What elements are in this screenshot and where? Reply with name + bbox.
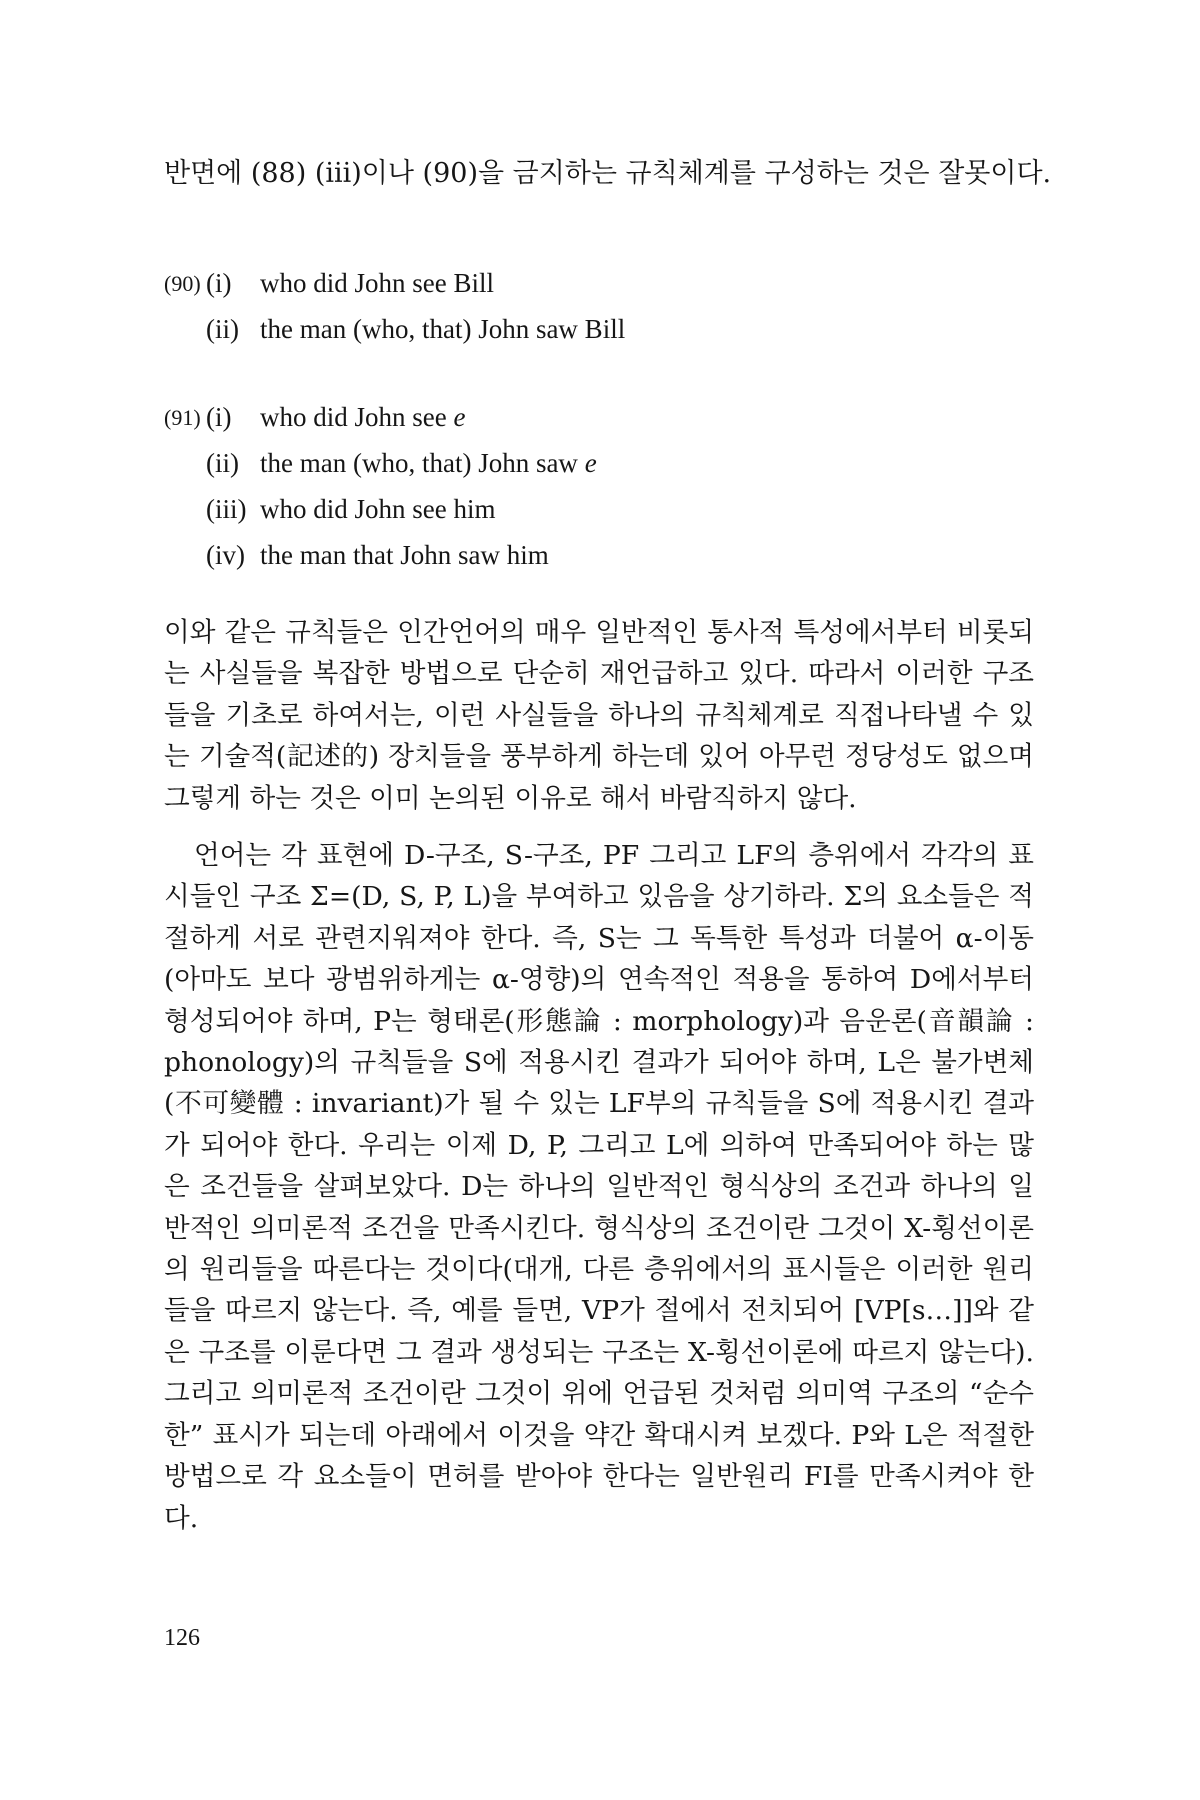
empty-category-gap: e xyxy=(584,448,597,478)
paragraph: 언어는 각 표현에 D-구조, S-구조, PF 그리고 LF의 층위에서 각각의 표시들인 구조 Σ=(D, S, P, L)을 부여하고 있음을 상기하라. Σ의 요소들은 적절하게 서로 관련지워져야 한다. 즉, S는 그 독특한 특성과 더불어 α-이동(아마도 보다 광범위하게는 α-영향)의 연속적인 적용을 통하여 D에서부터 형성되어야 하며, P는 형태론(形態論 : morphology)과 음운론(音韻論 : phonology)의 규칙들을 S에 적용시킨 결과가 되어야 하며, L은 불가변체(不可變體 : invariant)가 될 수 있는 LF부의 규칙들을 S에 적용시킨 결과가 되어야 한다. 우리는 이제 D, P, 그리고 L에 의하여 만족되어야 하는 많은 조건들을 살펴보았다. D는 하나의 일반적인 형식상의 조건과 하나의 일반적인 의미론적 조건을 만족시킨다. 형식상의 조건이란 그것이 X-횡선이론의 원리들을 따른다는 것이다(대개, 다른 층위에서의 표시들은 이러한 원리들을 따르지 않는다. 즉, 예를 들면, VP가 절에서 전치되어 [VP[s…]]와 같은 구조를 이룬다면 그 결과 생성되는 구조는 X-횡선이론에 따르지 않는다). 그리고 의미론적 조건이란 그것이 위에 언급된 것처럼 의미역 구조의 “순수한” 표시가 되는데 아래에서 이것을 약간 확대시켜 보겠다. P와 L은 적절한 방법으로 각 요소들이 면허를 받아야 한다는 일반원리 FI를 만족시켜야 한다. xyxy=(164,840,1034,1534)
example-number: (91) xyxy=(164,405,201,430)
page-number: 126 xyxy=(164,1625,200,1651)
intro-line: 반면에 (88) (iii)이나 (90)을 금지하는 규칙체계를 구성하는 것은 잘못이다. xyxy=(164,158,1052,189)
paragraph: 이와 같은 규칙들은 인간언어의 매우 일반적인 통사적 특성에서부터 비롯되는 사실들을 복잡한 방법으로 단순히 재언급하고 있다. 따라서 이러한 구조들을 기초로 하여서는, 이런 사실들을 하나의 규칙체계로 직접나타낼 수 있는 기술적(記述的) 장치들을 풍부하게 하는데 있어 아무런 정당성도 없으며 그렇게 하는 것은 이미 논의된 이유로 해서 바람직하지 않다. xyxy=(164,617,1035,814)
example-item-mark: (i) xyxy=(206,402,232,432)
example-item-mark: (ii) xyxy=(206,448,239,478)
example-item-mark: (i) xyxy=(206,268,232,298)
example-item-text: the man (who, that) John saw Bill xyxy=(260,314,626,344)
example-item-text: who did John see him xyxy=(260,494,496,524)
example-item-mark: (iii) xyxy=(206,494,247,524)
example-item-mark: (ii) xyxy=(206,314,239,344)
example-item-text: who did John see e xyxy=(260,402,466,432)
empty-category-gap: e xyxy=(453,402,466,432)
example-item-text: the man (who, that) John saw e xyxy=(260,448,597,478)
example-item-text: the man that John saw him xyxy=(260,540,549,570)
example-item-mark: (iv) xyxy=(206,540,245,570)
example-number: (90) xyxy=(164,271,201,296)
example-item-text: who did John see Bill xyxy=(260,268,494,298)
